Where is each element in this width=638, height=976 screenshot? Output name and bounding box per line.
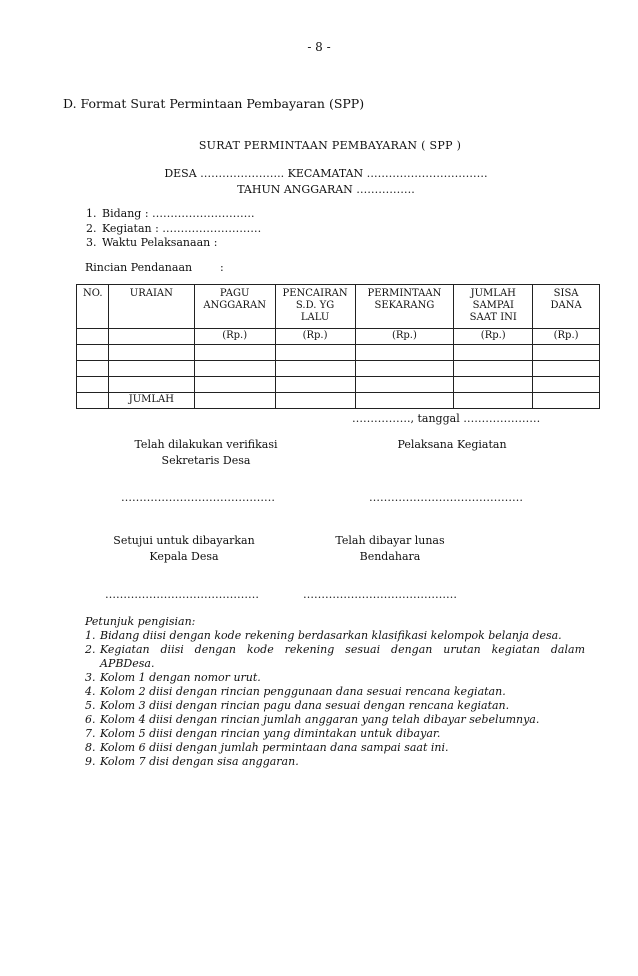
unit-cell: (Rp.) xyxy=(275,329,355,345)
header-line: LALU xyxy=(300,312,330,323)
field-number: 2. xyxy=(86,221,97,235)
verifikasi-block xyxy=(108,437,304,469)
signature-line-sekretaris: …………………………………… xyxy=(121,491,275,504)
table-row xyxy=(77,361,600,377)
header-line: PAGU xyxy=(219,288,250,299)
verifikasi-role: Sekretaris Desa xyxy=(161,454,251,467)
desa-kecamatan-line: DESA ………………….. KECAMATAN …………………………… xyxy=(164,167,488,180)
table-cell xyxy=(533,393,600,409)
field-number: 3. xyxy=(86,236,97,249)
header-line: PERMINTAAN xyxy=(367,288,442,299)
table-cell xyxy=(454,361,533,377)
header-line: DANA xyxy=(550,300,582,311)
table-cell xyxy=(194,377,275,393)
table-header-cell xyxy=(108,285,194,329)
instructions-list xyxy=(85,629,585,769)
instruction-text: Kolom 7 disi dengan sisa anggaran. xyxy=(100,755,299,768)
table-cell xyxy=(108,377,194,393)
form-title: SURAT PERMINTAAN PEMBAYARAN ( SPP ) xyxy=(198,139,462,152)
table-header-cell xyxy=(77,285,109,329)
table-cell xyxy=(108,361,194,377)
instruction-number: 1. xyxy=(85,629,96,642)
table-header-cell xyxy=(355,285,454,329)
instruction-text: Kolom 3 diisi dengan rincian pagu dana sesuai dengan rencana kegiatan. xyxy=(100,699,510,712)
unit-cell xyxy=(77,329,109,345)
dibayar-block xyxy=(310,533,470,565)
instruction-number: 5. xyxy=(85,699,96,712)
table-cell xyxy=(77,393,109,409)
header-line: SAAT INI xyxy=(469,312,517,323)
table-cell xyxy=(194,393,275,409)
pelaksana-role: Pelaksana Kegiatan xyxy=(397,438,507,451)
field-text: Waktu Pelaksanaan : xyxy=(102,236,218,249)
form-fields xyxy=(86,207,261,251)
instruction-item xyxy=(85,643,585,671)
instruction-item xyxy=(85,727,585,741)
instruction-item xyxy=(85,699,585,713)
table-total-row xyxy=(77,393,600,409)
table-cell xyxy=(355,345,454,361)
header-line: PENCAIRAN xyxy=(282,288,348,299)
table-cell xyxy=(454,345,533,361)
spp-table xyxy=(76,284,600,409)
table-cell xyxy=(194,361,275,377)
table-header-cell xyxy=(533,285,600,329)
total-label: JUMLAH xyxy=(108,393,194,409)
table-unit-row xyxy=(77,329,600,345)
instruction-item xyxy=(85,671,585,685)
header-line: SAMPAI xyxy=(472,300,514,311)
tahun-anggaran-line: TAHUN ANGGARAN ……………. xyxy=(237,183,415,196)
header-line: URAIAN xyxy=(129,288,173,299)
instruction-text: Kegiatan diisi dengan kode rekening sesuai dengan urutan kegiatan dalam xyxy=(100,643,585,656)
instruction-text: Kolom 5 diisi dengan rincian yang dimintakan untuk dibayar. xyxy=(100,727,441,740)
instruction-number: 6. xyxy=(85,713,96,726)
header-line: JUMLAH xyxy=(470,288,516,299)
instruction-item xyxy=(85,685,585,699)
instructions-title: Petunjuk pengisian: xyxy=(85,615,196,628)
table-header-cell xyxy=(275,285,355,329)
table-cell xyxy=(108,345,194,361)
table-row xyxy=(77,345,600,361)
setujui-role: Kepala Desa xyxy=(149,550,219,563)
table-cell xyxy=(77,361,109,377)
header-line: S.D. YG xyxy=(295,300,335,311)
table-cell xyxy=(355,377,454,393)
instruction-text: Kolom 4 diisi dengan rincian jumlah anggaran yang telah dibayar sebelumnya. xyxy=(100,713,540,726)
dibayar-title: Telah dibayar lunas xyxy=(335,534,445,547)
instruction-item xyxy=(85,713,585,727)
field-text: Bidang : ………………………. xyxy=(102,207,255,220)
table-cell xyxy=(275,345,355,361)
table-cell xyxy=(454,377,533,393)
instruction-number: 3. xyxy=(85,671,96,684)
rincian-colon: : xyxy=(220,261,224,274)
table-cell xyxy=(533,345,600,361)
field-bidang xyxy=(86,207,261,222)
field-kegiatan xyxy=(86,222,261,237)
instruction-number: 9. xyxy=(85,755,96,768)
section-heading: D. Format Surat Permintaan Pembayaran (SPP) xyxy=(63,96,365,111)
unit-cell: (Rp.) xyxy=(355,329,454,345)
instruction-text: Kolom 1 dengan nomor urut. xyxy=(100,671,261,684)
table-cell xyxy=(355,361,454,377)
table-cell xyxy=(275,361,355,377)
table-cell xyxy=(454,393,533,409)
setujui-block xyxy=(90,533,278,565)
table-cell xyxy=(275,393,355,409)
pelaksana-block xyxy=(374,437,530,453)
instruction-text: Bidang diisi dengan kode rekening berdasarkan klasifikasi kelompok belanja desa. xyxy=(100,629,562,642)
table-header-cell xyxy=(454,285,533,329)
table-header-cell xyxy=(194,285,275,329)
instruction-text-continued: APBDesa. xyxy=(100,657,155,670)
instruction-text: Kolom 2 diisi dengan rincian penggunaan dana sesuai rencana kegiatan. xyxy=(100,685,506,698)
unit-cell: (Rp.) xyxy=(533,329,600,345)
signature-line-pelaksana: …………………………………… xyxy=(369,491,523,504)
instruction-number: 2. xyxy=(85,643,96,656)
instruction-item xyxy=(85,741,585,755)
unit-cell: (Rp.) xyxy=(454,329,533,345)
dibayar-role: Bendahara xyxy=(359,550,421,563)
unit-cell: (Rp.) xyxy=(194,329,275,345)
signature-line-kepala-desa: …………………………………… xyxy=(105,588,259,601)
signature-line-bendahara: …………………………………… xyxy=(303,588,457,601)
table-header-row xyxy=(77,285,600,329)
table-cell xyxy=(194,345,275,361)
header-line: SISA xyxy=(553,288,579,299)
instruction-text: Kolom 6 diisi dengan jumlah permintaan dana sampai saat ini. xyxy=(100,741,449,754)
setujui-title: Setujui untuk dibayarkan xyxy=(113,534,255,547)
table-cell xyxy=(533,361,600,377)
header-line: NO. xyxy=(83,288,103,299)
table-cell xyxy=(77,345,109,361)
table-cell xyxy=(533,377,600,393)
instruction-number: 4. xyxy=(85,685,96,698)
instructions xyxy=(85,615,585,769)
verifikasi-title: Telah dilakukan verifikasi xyxy=(134,438,278,451)
field-number: 1. xyxy=(86,207,97,220)
header-line: SEKARANG xyxy=(374,300,435,311)
page-number: - 8 - xyxy=(307,40,331,54)
date-line: ……………., tanggal ………………… xyxy=(352,412,541,425)
rincian-label: Rincian Pendanaan xyxy=(85,261,193,274)
table-cell xyxy=(77,377,109,393)
instruction-item xyxy=(85,629,585,643)
field-waktu xyxy=(86,236,261,251)
table-row xyxy=(77,377,600,393)
table-cell xyxy=(275,377,355,393)
header-line: ANGGARAN xyxy=(203,300,266,311)
instruction-item xyxy=(85,755,585,769)
instruction-number: 7. xyxy=(85,727,96,740)
unit-cell xyxy=(108,329,194,345)
field-text: Kegiatan : ……………………… xyxy=(102,221,262,235)
table-cell xyxy=(355,393,454,409)
instruction-number: 8. xyxy=(85,741,96,754)
